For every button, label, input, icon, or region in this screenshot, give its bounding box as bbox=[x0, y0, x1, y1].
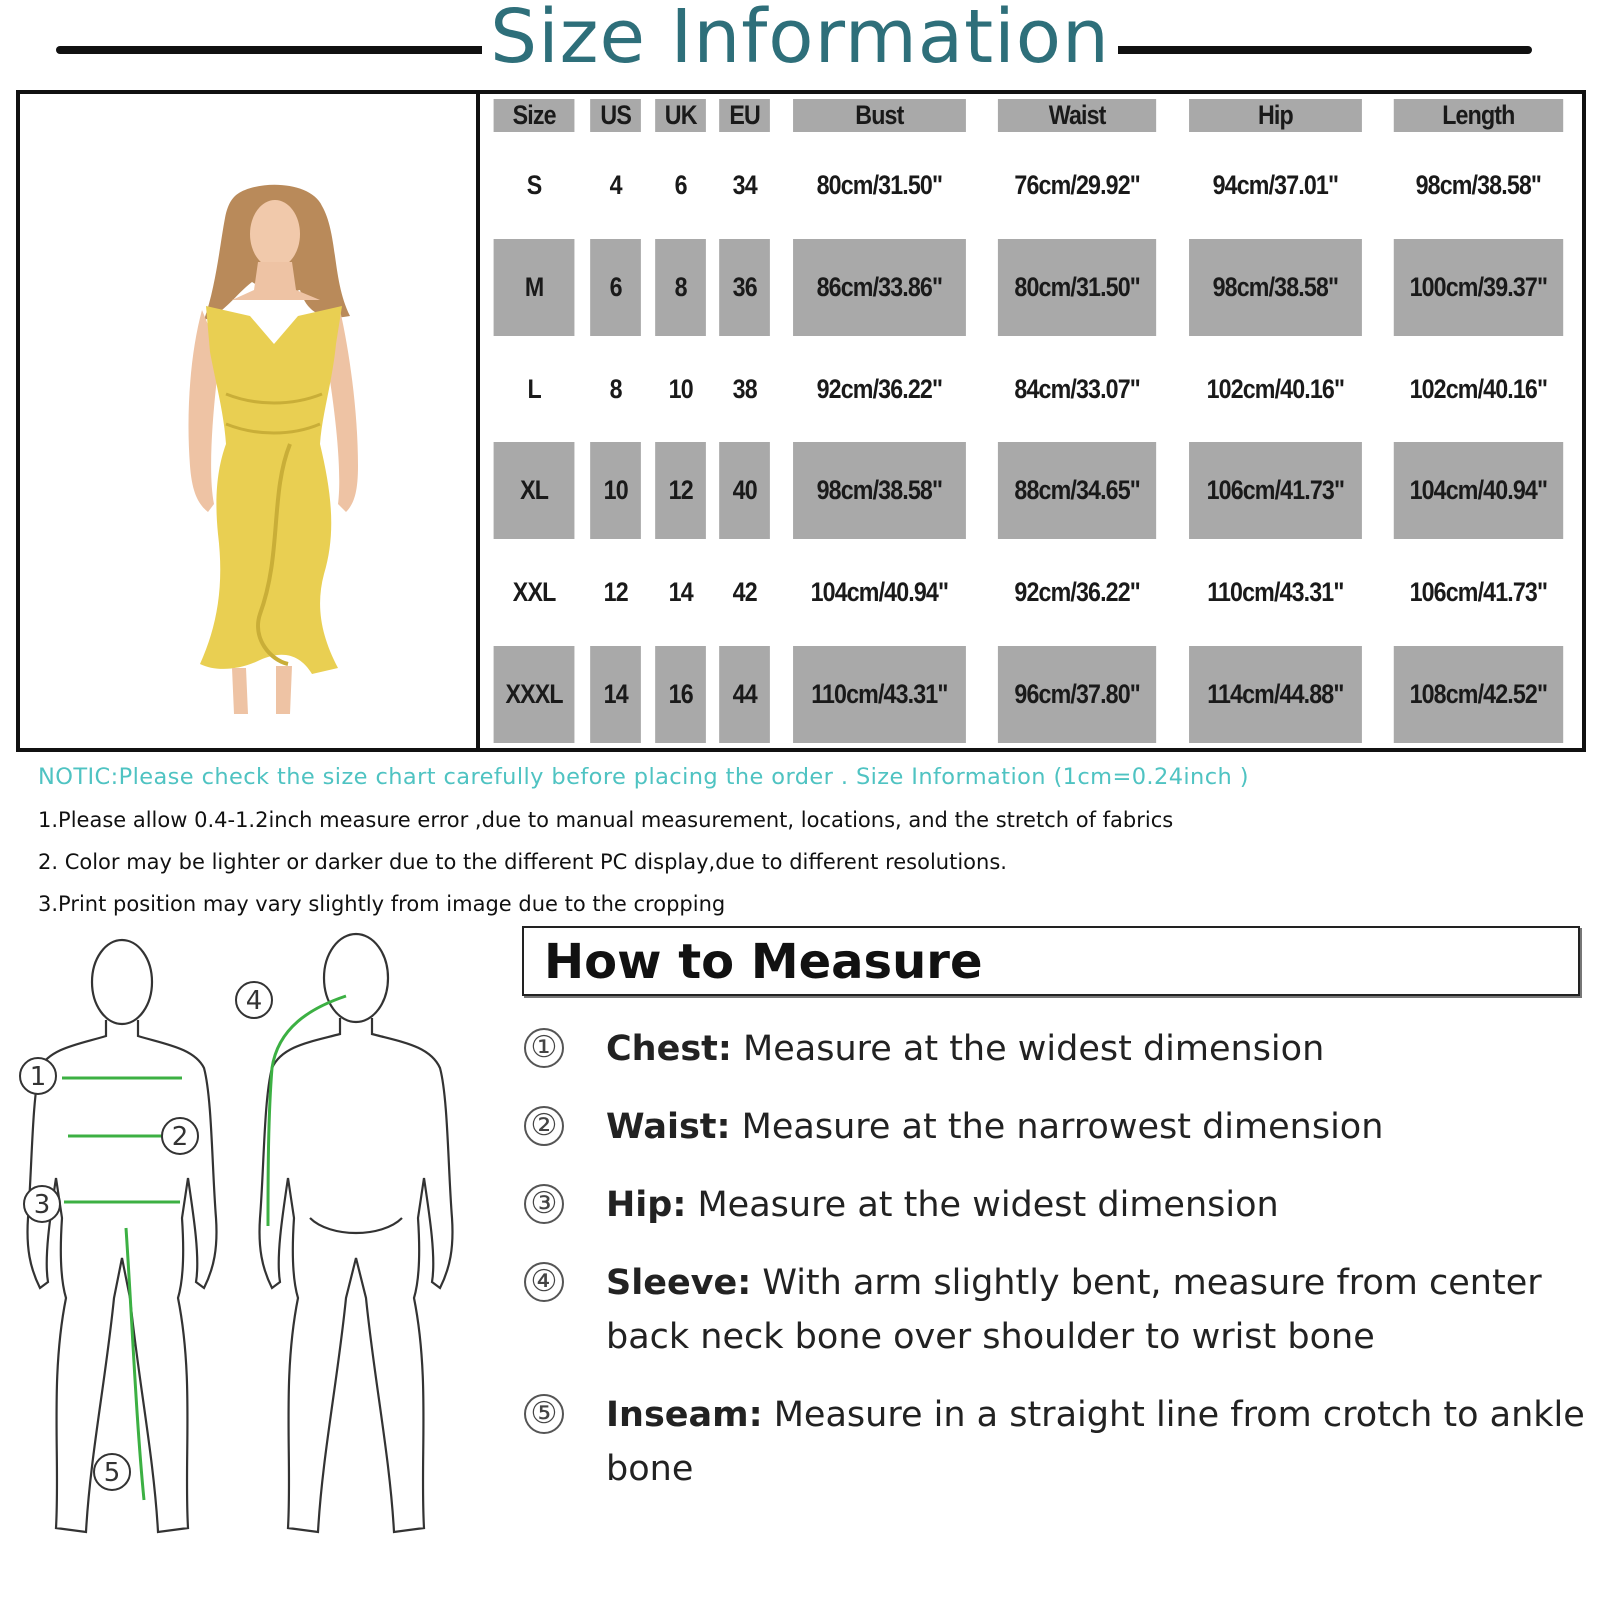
table-cell: 100cm/39.37" bbox=[1394, 239, 1563, 336]
table-cell: XXL bbox=[494, 544, 575, 641]
table-cell: 36 bbox=[719, 239, 770, 336]
size-table bbox=[482, 94, 1582, 748]
note-2: 2. Color may be lighter or darker due to the different PC display,due to different resolutions. bbox=[38, 850, 1007, 874]
step-text bbox=[606, 1100, 1586, 1154]
table-cell: L bbox=[494, 341, 575, 438]
note-1: 1.Please allow 0.4-1.2inch measure error ,due to manual measurement, locations, and the stretch of fabrics bbox=[38, 808, 1174, 832]
table-cell: 106cm/41.73" bbox=[1189, 442, 1362, 539]
table-cell: 92cm/36.22" bbox=[793, 341, 966, 438]
table-cell: 102cm/40.16" bbox=[1394, 341, 1563, 438]
table-cell: 106cm/41.73" bbox=[1394, 544, 1563, 641]
table-row bbox=[487, 239, 1577, 336]
page-title-text: Size Information bbox=[482, 0, 1118, 80]
table-cell: XXXL bbox=[494, 646, 575, 743]
table-cell: 114cm/44.88" bbox=[1189, 646, 1362, 743]
how-to-measure-title: How to Measure bbox=[544, 934, 983, 990]
notice-text: NOTIC:Please check the size chart carefully before placing the order . Size Information (1cm=0.24inch ) bbox=[38, 764, 1249, 790]
table-cell: 88cm/34.65" bbox=[998, 442, 1157, 539]
body-outline-figures bbox=[10, 918, 480, 1578]
table-cell: 16 bbox=[655, 646, 706, 743]
column-header: Length bbox=[1394, 99, 1563, 132]
figure-label-3: 3 bbox=[33, 1190, 51, 1220]
table-cell: 44 bbox=[719, 646, 770, 743]
table-cell: 110cm/43.31" bbox=[1189, 544, 1362, 641]
note-3: 3.Print position may vary slightly from image due to the cropping bbox=[38, 892, 726, 916]
column-header: UK bbox=[655, 99, 706, 132]
table-cell: 6 bbox=[655, 137, 706, 234]
table-cell: 12 bbox=[590, 544, 641, 641]
table-cell: 14 bbox=[590, 646, 641, 743]
table-cell: 34 bbox=[719, 137, 770, 234]
figure-label-5: 5 bbox=[103, 1458, 121, 1488]
how-to-measure-header bbox=[522, 926, 1580, 996]
table-cell: 76cm/29.92" bbox=[998, 137, 1157, 234]
column-header: EU bbox=[719, 99, 770, 132]
table-row bbox=[487, 442, 1577, 539]
table-cell: 80cm/31.50" bbox=[998, 239, 1157, 336]
table-row bbox=[487, 341, 1577, 438]
table-cell: 86cm/33.86" bbox=[793, 239, 966, 336]
product-image bbox=[20, 94, 480, 748]
table-cell: 98cm/38.58" bbox=[1394, 137, 1563, 234]
step-number: ① bbox=[524, 1028, 564, 1068]
table-cell: 12 bbox=[655, 442, 706, 539]
table-cell: 104cm/40.94" bbox=[1394, 442, 1563, 539]
step-label: Waist: bbox=[606, 1107, 731, 1147]
table-cell: 38 bbox=[719, 341, 770, 438]
step-label: Chest: bbox=[606, 1029, 732, 1069]
table-cell: 6 bbox=[590, 239, 641, 336]
table-cell: 10 bbox=[655, 341, 706, 438]
step-number: ② bbox=[524, 1106, 564, 1146]
figure-label-4: 4 bbox=[245, 986, 263, 1016]
step-label: Hip: bbox=[606, 1185, 687, 1225]
table-cell: 98cm/38.58" bbox=[1189, 239, 1362, 336]
table-header-row bbox=[487, 99, 1577, 132]
column-header: Hip bbox=[1189, 99, 1362, 132]
table-cell: 110cm/43.31" bbox=[793, 646, 966, 743]
step-text bbox=[606, 1178, 1586, 1232]
step-text bbox=[606, 1388, 1586, 1496]
column-header: Waist bbox=[998, 99, 1157, 132]
page-title bbox=[0, 0, 1600, 80]
step-description: Measure at the narrowest dimension bbox=[730, 1107, 1384, 1147]
table-cell: 102cm/40.16" bbox=[1189, 341, 1362, 438]
step-description: With arm slightly bent, measure from center back neck bone over shoulder to wrist bone bbox=[606, 1263, 1542, 1357]
column-header: Size bbox=[494, 99, 575, 132]
table-cell: M bbox=[494, 239, 575, 336]
size-chart bbox=[16, 90, 1586, 752]
table-cell: 92cm/36.22" bbox=[998, 544, 1157, 641]
table-cell: 4 bbox=[590, 137, 641, 234]
step-text bbox=[606, 1256, 1586, 1364]
table-cell: 84cm/33.07" bbox=[998, 341, 1157, 438]
table-cell: XL bbox=[494, 442, 575, 539]
table-cell: S bbox=[494, 137, 575, 234]
measurement-diagram bbox=[10, 918, 480, 1583]
step-description: Measure in a straight line from crotch to ankle bone bbox=[606, 1395, 1585, 1489]
table-cell: 96cm/37.80" bbox=[998, 646, 1157, 743]
table-cell: 40 bbox=[719, 442, 770, 539]
table-cell: 10 bbox=[590, 442, 641, 539]
step-number: ③ bbox=[524, 1184, 564, 1224]
table-cell: 8 bbox=[655, 239, 706, 336]
table-row bbox=[487, 544, 1577, 641]
table-cell: 42 bbox=[719, 544, 770, 641]
figure-label-1: 1 bbox=[29, 1062, 47, 1092]
step-description: Measure at the widest dimension bbox=[686, 1185, 1279, 1225]
step-number: ④ bbox=[524, 1262, 564, 1302]
table-cell: 94cm/37.01" bbox=[1189, 137, 1362, 234]
column-header: Bust bbox=[793, 99, 966, 132]
table-cell: 14 bbox=[655, 544, 706, 641]
table-cell: 104cm/40.94" bbox=[793, 544, 966, 641]
column-header: US bbox=[590, 99, 641, 132]
step-text bbox=[606, 1022, 1586, 1076]
table-cell: 108cm/42.52" bbox=[1394, 646, 1563, 743]
yellow-dress-model-image bbox=[20, 94, 476, 748]
table-row bbox=[487, 646, 1577, 743]
table-cell: 98cm/38.58" bbox=[793, 442, 966, 539]
step-number: ⑤ bbox=[524, 1394, 564, 1434]
table-cell: 8 bbox=[590, 341, 641, 438]
figure-label-2: 2 bbox=[171, 1122, 189, 1152]
table-row bbox=[487, 137, 1577, 234]
step-label: Inseam: bbox=[606, 1395, 763, 1435]
step-description: Measure at the widest dimension bbox=[731, 1029, 1325, 1069]
step-label: Sleeve: bbox=[606, 1263, 752, 1303]
table-cell: 80cm/31.50" bbox=[793, 137, 966, 234]
